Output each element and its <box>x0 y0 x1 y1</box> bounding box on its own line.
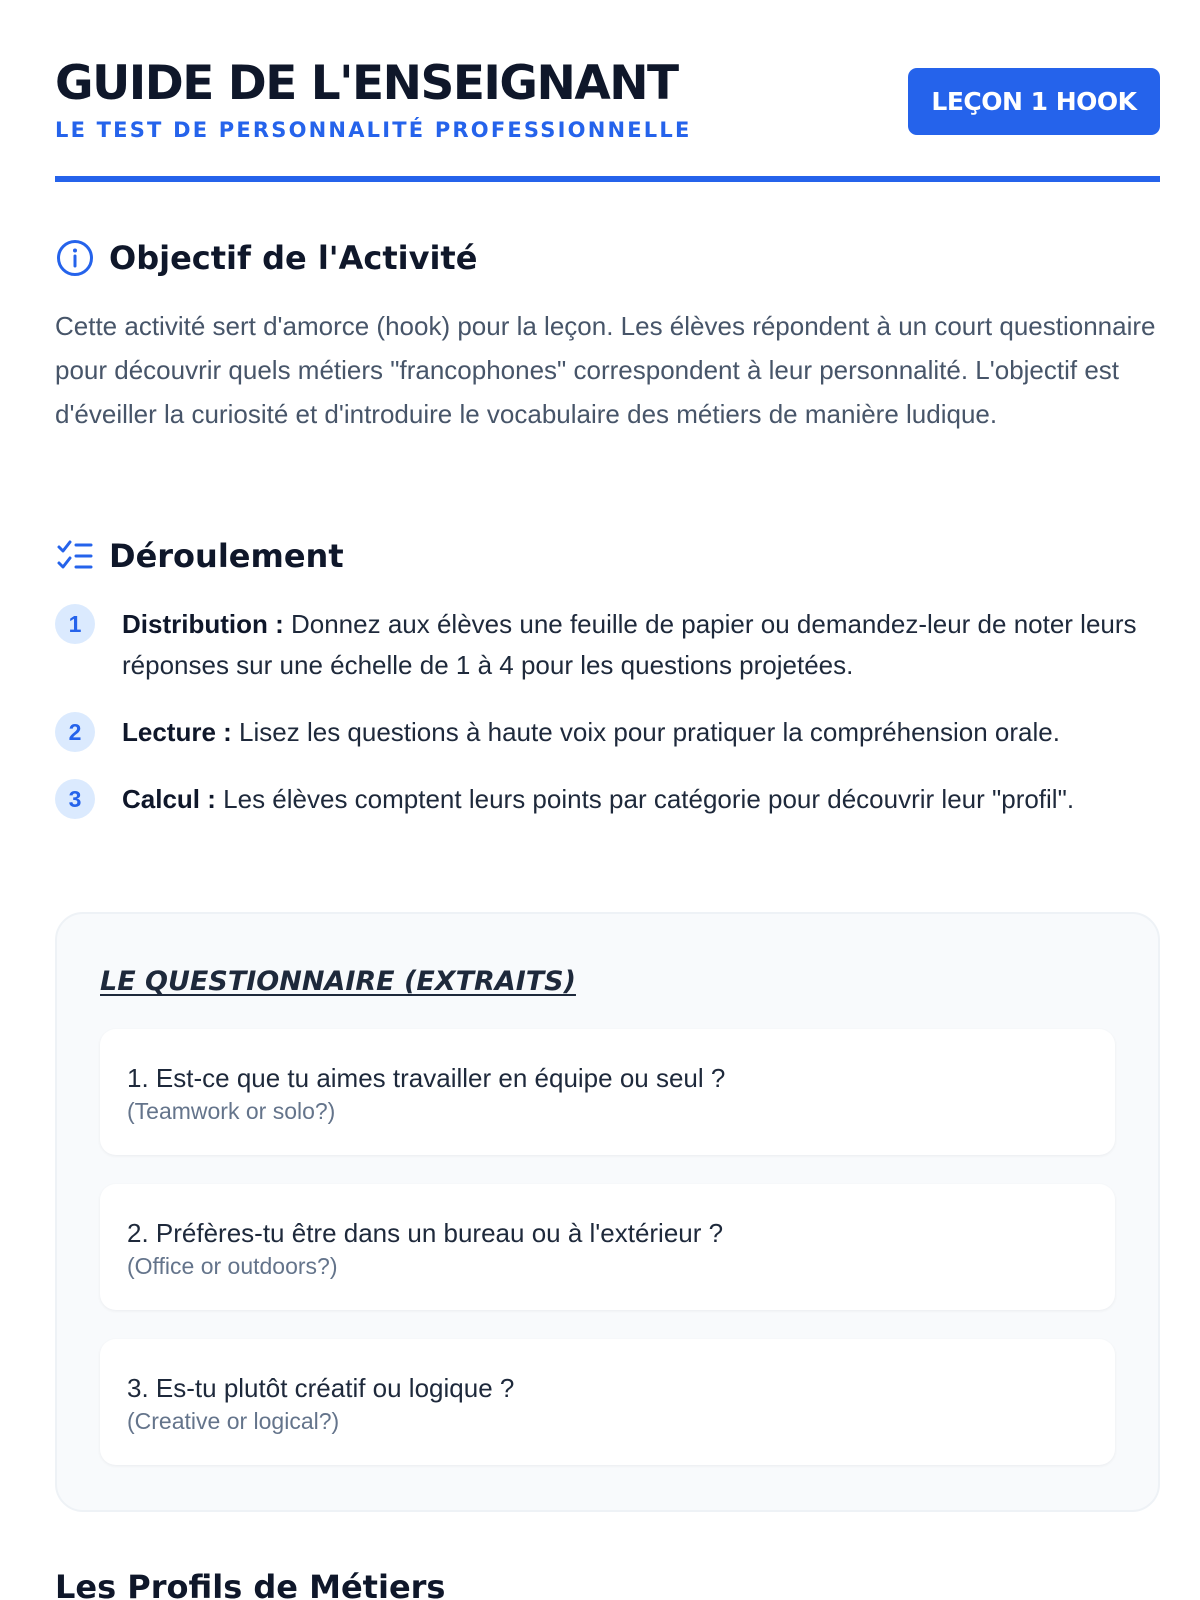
step-text: Les élèves comptent leurs points par catégorie pour découvrir leur "profil". <box>215 784 1075 814</box>
step-text: Donnez aux élèves une feuille de papier ou demandez-leur de noter leurs réponses sur une échelle de 1 à 4 pour les questions projetées. <box>122 609 1137 680</box>
step-label: Calcul : <box>122 784 216 814</box>
procedure-title: Déroulement <box>109 537 344 575</box>
question-text: 3. Es-tu plutôt créatif ou logique ? <box>127 1373 515 1403</box>
step-label: Distribution : <box>122 609 284 639</box>
procedure-step <box>55 779 1165 820</box>
step-number: 1 <box>55 604 95 644</box>
teacher-guide-page <box>55 0 1160 1600</box>
procedure-steps <box>55 604 1165 846</box>
checklist-icon <box>55 536 95 576</box>
question-card <box>100 1339 1115 1465</box>
procedure-heading <box>55 536 344 576</box>
page-subtitle: LE TEST DE PERSONNALITÉ PROFESSIONNELLE <box>55 118 692 142</box>
objective-heading <box>55 238 477 278</box>
profiles-heading: Les Profils de Métiers <box>55 1568 446 1600</box>
lesson-badge: LEÇON 1 HOOK <box>908 68 1160 135</box>
questionnaire-card <box>55 912 1160 1512</box>
objective-text: Cette activité sert d'amorce (hook) pour la leçon. Les élèves répondent à un court questionnaire pour découvrir quels métiers "francophones" correspondent à leur personnalité. L'objectif est d'éveiller la curiosité et d'introduire le vocabulaire des métiers de manière ludique. <box>55 311 1156 429</box>
step-number: 3 <box>55 779 95 819</box>
step-text: Lisez les questions à haute voix pour pratiquer la compréhension orale. <box>231 717 1060 747</box>
questionnaire-title: LE QUESTIONNAIRE (EXTRAITS) <box>100 966 576 997</box>
step-number: 2 <box>55 712 95 752</box>
page-title: GUIDE DE L'ENSEIGNANT <box>55 56 678 111</box>
step-label: Lecture : <box>122 717 232 747</box>
question-card <box>100 1029 1115 1155</box>
question-text: 1. Est-ce que tu aimes travailler en équipe ou seul ? <box>127 1063 726 1093</box>
objective-title: Objectif de l'Activité <box>109 239 478 277</box>
procedure-step <box>55 604 1165 686</box>
question-hint: (Creative or logical?) <box>127 1408 340 1434</box>
procedure-step <box>55 712 1165 753</box>
question-card <box>100 1184 1115 1310</box>
question-text: 2. Préfères-tu être dans un bureau ou à l'extérieur ? <box>127 1218 724 1248</box>
page-header <box>55 0 1160 182</box>
question-hint: (Teamwork or solo?) <box>127 1098 336 1124</box>
question-hint: (Office or outdoors?) <box>127 1253 338 1279</box>
info-icon <box>55 238 95 278</box>
